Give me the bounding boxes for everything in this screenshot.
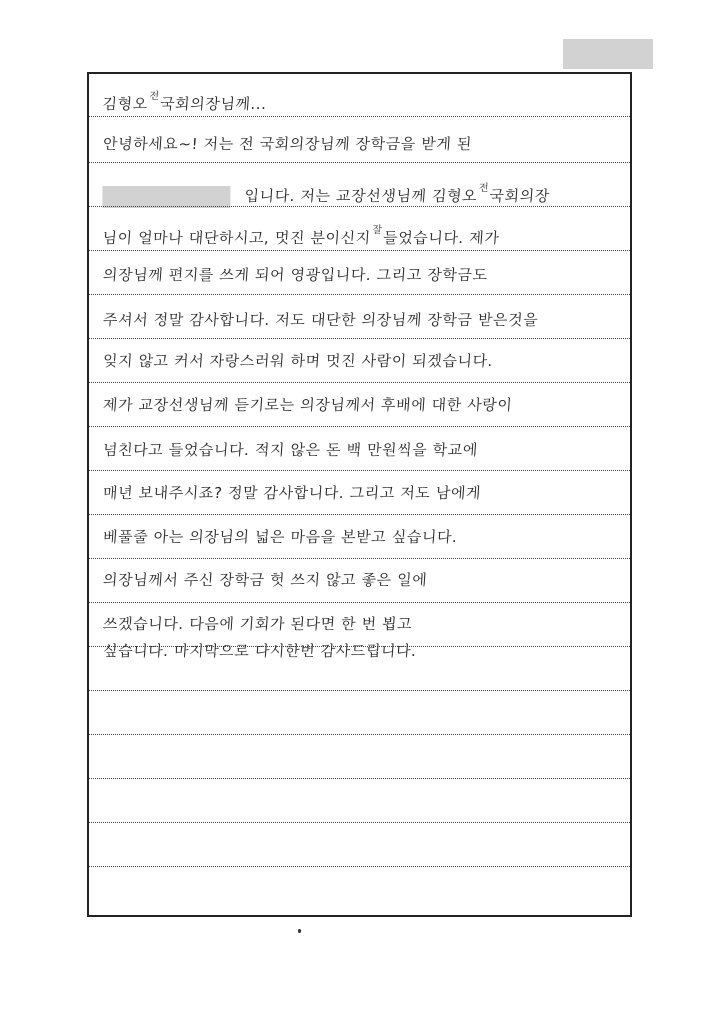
ruled-line — [89, 734, 630, 735]
ruled-line — [89, 822, 630, 823]
ruled-line — [89, 162, 630, 163]
redacted-name-box — [102, 186, 230, 208]
ruled-line — [89, 426, 630, 427]
ruled-line — [89, 382, 630, 383]
letter-line-13: 싶습니다. 마지막으로 다시한번 감사드립니다. — [102, 642, 418, 660]
ruled-line — [89, 514, 630, 515]
letter-line-6: 잊지 않고 커서 자랑스러워 하며 멋진 사람이 되겠습니다. — [102, 352, 494, 370]
ruled-line — [89, 558, 630, 559]
insertion-mark: 전 — [148, 91, 160, 102]
letter-line-9: 매년 보내주시죠? 정말 감사합니다. 그리고 저도 남에게 — [102, 484, 482, 502]
letter-line-8: 넘친다고 들었습니다. 적지 않은 돈 백 만원씩을 학교에 — [102, 441, 479, 459]
letter-line-5: 주셔서 정말 감사합니다. 저도 대단한 의장님께 장학금 받은것을 — [102, 311, 539, 329]
insertion-mark: 전 — [478, 183, 490, 194]
letter-sheet — [87, 72, 632, 917]
ruled-line — [89, 866, 630, 867]
letter-line-10: 베풀줄 아는 의장님의 넓은 마음을 본받고 싶습니다. — [102, 528, 459, 546]
ruled-line — [89, 690, 630, 691]
ruled-line — [89, 602, 630, 603]
ruled-line — [89, 470, 630, 471]
ruled-line — [89, 294, 630, 295]
ruled-line — [89, 250, 630, 251]
letter-line-7: 제가 교장선생님께 듣기로는 의장님께서 후배에 대한 사랑이 — [102, 396, 514, 414]
letter-line-3: 님이 얼마나 대단하시고, 멋진 분이신지$^잘$들었습니다. 제가 — [101, 225, 501, 247]
letter-line-4: 의장님께 편지를 쓰게 되어 영광입니다. 그리고 장학금도 — [102, 266, 489, 284]
ruled-line — [89, 206, 630, 207]
ruled-line — [89, 338, 630, 339]
ruled-line — [89, 116, 630, 117]
letter-line-11: 의장님께서 주신 장학금 헛 쓰지 않고 좋은 일에 — [102, 571, 428, 589]
stray-ink-mark — [298, 929, 301, 933]
redacted-header-box — [563, 39, 653, 69]
letter-line-2: 입니다. 저는 교장선생님께 김형오$^전$국회의장 — [102, 174, 623, 204]
letter-line-1: 안녕하세요~! 저는 전 국회의장님께 장학금을 받게 된 — [102, 135, 473, 153]
ruled-line — [89, 778, 630, 779]
insertion-mark: 잘 — [371, 225, 383, 236]
letter-greeting: 김형오$^전$국회의장님께... — [101, 91, 268, 113]
letter-line-12: 쓰겠습니다. 다음에 기회가 된다면 한 번 뵙고 — [102, 615, 413, 633]
